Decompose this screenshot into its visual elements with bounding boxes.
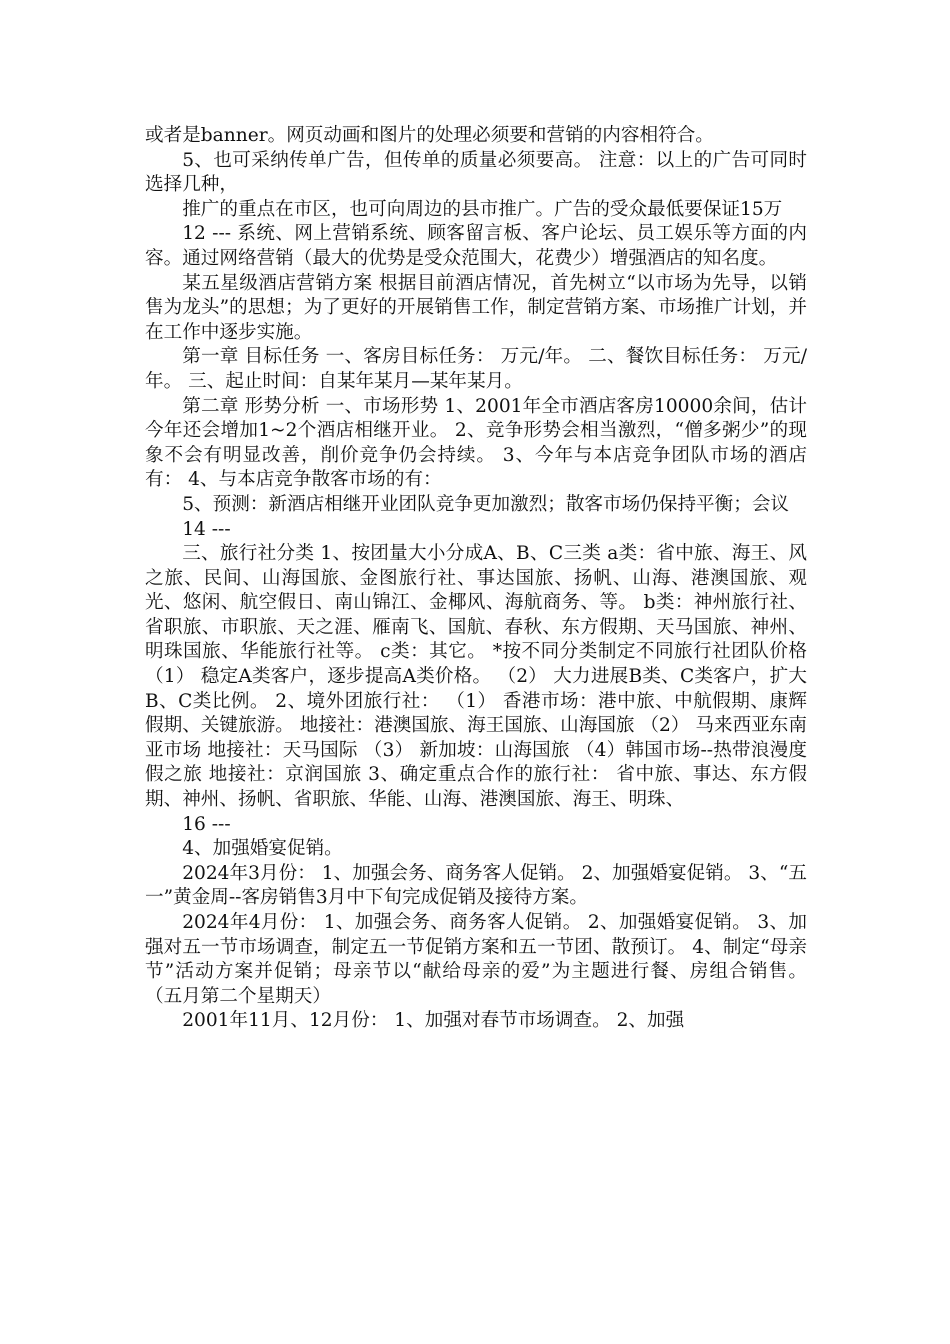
page-marker-16: 16 --- (182, 813, 231, 835)
paragraph-chapter-one: 第一章 目标任务 一、客房目标任务： 万元/年。 二、餐饮目标任务： 万元/年。 三、起止时间：自某年某月—某年某月。 (145, 346, 807, 392)
paragraph-march-plan: 2024年3月份： 1、加强会务、商务客人促销。 2、加强婚宴促销。 3、“五一”黄金周--客房销售3月中下旬完成促销及接待方案。 (145, 862, 807, 909)
paragraph-nov-dec-plan: 2001年11月、12月份： 1、加强对春节市场调查。 2、加强 (182, 1010, 685, 1032)
document-body (145, 124, 807, 1034)
paragraph-april-plan: 2024年4月份： 1、加强会务、商务客人促销。 2、加强婚宴促销。 3、加强对五一节市场调查，制定五一节促销方案和五一节团、散预订。 4、制定“母亲节”活动方案并促销；母亲节以“献给母亲的爱”为主题进行餐、房组合销售。 （五月第二个星期天） (145, 912, 807, 1007)
paragraph-promotion-focus: 推广的重点在市区，也可向周边的县市推广。广告的受众最低要保证15万 (182, 198, 783, 220)
paragraph-plan-intro: 某五星级酒店营销方案 根据目前酒店情况，首先树立“以市场为先导，以销售为龙头”的思想；为了更好的开展销售工作，制定营销方案、市场推广计划，并在工作中逐步实施。 (145, 272, 807, 343)
page-marker-14: 14 --- (182, 518, 231, 540)
paragraph-chapter-two: 第二章 形势分析 一、市场形势 1、2001年全市酒店客房10000余间，估计今年还会增加1~2个酒店相继开业。 2、竞争形势会相当激烈，“僧多粥少”的现象不会有明显改善，削价竞争仍会持续。 3、今年与本店竞争团队市场的酒店有： 4、与本店竞争散客市场的有： (145, 395, 807, 491)
paragraph-travel-agency: 三、旅行社分类 1、按团量大小分成A、B、C三类 a类：省中旅、海王、风之旅、民间、山海国旅、金图旅行社、事达国旅、扬帆、山海、港澳国旅、观光、悠闲、航空假日、南山锦江、金椰风、海航商务、等。 b类：神州旅行社、省职旅、市职旅、天之涯、雁南飞、国航、春秋、东方假期、天马国旅、神州、明珠国旅、华能旅行社等。 c类：其它。 *按不同分类制定不同旅行社团队价格 （1） 稳定A类客户，逐步提高A类价格。 （2） 大力进展B类、C类客户，扩大B、C类比例。 2、境外团旅行社： （1） 香港市场：港中旅、中航假期、康辉假期、关键旅游。 地接社：港澳国旅、海王国旅、山海国旅 （2） 马来西亚东南亚市场 地接社：天马国际 （3） 新加坡：山海国旅 （4）韩国市场--热带浪漫度假之旅 地接社：京润国旅 3、确定重点合作的旅行社： 省中旅、事达、东方假期、神州、扬帆、省职旅、华能、山海、港澳国旅、海王、明珠、 (145, 543, 807, 811)
paragraph-banner: 或者是banner。网页动画和图片的处理必须要和营销的内容相符合。 (145, 125, 714, 146)
paragraph-online-marketing: 12 --- 系统、网上营销系统、顾客留言板、客户论坛、员工娱乐等方面的内容。通过网络营销（最大的优势是受众范围大，花费少）增强酒店的知名度。 (145, 223, 807, 269)
paragraph-forecast: 5、预测：新酒店相继开业团队竞争更加激烈；散客市场仍保持平衡；会议 (182, 493, 790, 515)
paragraph-flyer-ads: 5、也可采纳传单广告，但传单的质量必须要高。 注意：以上的广告可同时选择几种， (145, 149, 807, 196)
paragraph-wedding-promo: 4、加强婚宴促销。 (182, 838, 343, 860)
